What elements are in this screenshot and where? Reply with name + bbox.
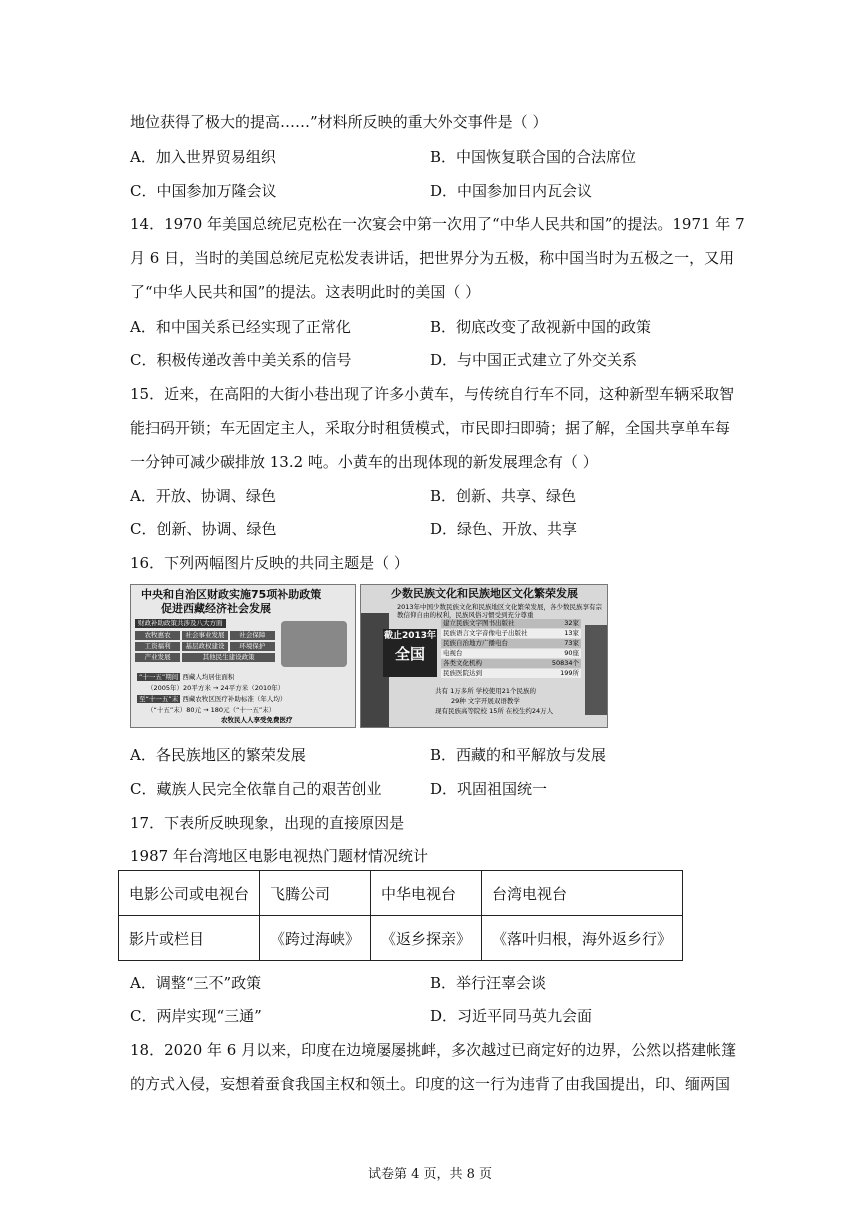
table-caption: 1987 年台湾地区电影电视热门题材情况统计 <box>130 847 428 865</box>
figure-intro: 2013年中国少数民族文化和民族地区文化繁荣发展，各少数民族享有宗教信仰自由的权利，民族风俗习惯受到充分尊重 <box>397 603 603 619</box>
stats-value: 199所 <box>560 669 579 677</box>
coins-illustration <box>281 621 347 667</box>
option-b: B．举行汪辜会谈 <box>430 974 547 992</box>
table-cell: 中华电视台 <box>371 871 482 916</box>
policy-cell: 工资福利 <box>135 642 180 651</box>
stats-row <box>441 649 581 658</box>
option-a: A．开放、协调、绿色 <box>130 487 276 505</box>
stats-value: 13家 <box>564 629 579 637</box>
question-15-line3: 一分钟可减少碳排放 13.2 吨。小黄车的出现体现的新发展理念有（ ） <box>130 453 598 471</box>
table-row <box>119 871 683 916</box>
figure-badge-line: 截止2013年 <box>383 631 437 641</box>
option-c: C．藏族人民完全依靠自己的艰苦创业 <box>130 780 382 798</box>
stats-label: 各类文化机构 <box>443 659 482 667</box>
question-14-line1: 14．1970 年美国总统尼克松在一次宴会中第一次用了“中华人民共和国”的提法。1971 年 7 <box>130 215 745 233</box>
figure-label: “十一五”期间 <box>139 673 179 681</box>
policy-cell: 农牧惠农 <box>135 631 180 640</box>
table-cell: 《跨过海峡》 <box>260 916 371 961</box>
page-footer: 试卷第 4 页，共 8 页 <box>367 1167 493 1182</box>
figure-text: （2005年）20平方米 → 24平方米（2010年） <box>147 684 285 692</box>
figure-label: 西藏农牧区医疗补助标准（年人均） <box>182 695 287 703</box>
policy-cell: 环境保护 <box>230 642 275 651</box>
option-a: A．加入世界贸易组织 <box>130 148 276 166</box>
figure-label: 西藏人均居住面积 <box>182 673 235 681</box>
figure-text <box>137 673 234 682</box>
option-d: D．绿色、开放、共享 <box>430 520 578 538</box>
figure-label: （2005年）20平方米 <box>147 684 211 692</box>
option-b: B．中国恢复联合国的合法席位 <box>430 148 637 166</box>
figure-label: （“十五”末）80元 <box>147 706 202 714</box>
question-18-line1: 18．2020 年 6 月以来，印度在边境屡屡挑衅，多次越过已商定好的边界，公然以搭建帐篷 <box>130 1041 737 1059</box>
option-a: A．调整“三不”政策 <box>130 974 262 992</box>
stats-row <box>441 629 581 638</box>
figure-label: 共有 1万多所 学校使用21个民族的 <box>435 687 537 695</box>
stats-list <box>441 619 581 679</box>
option-b: B．创新、共享、绿色 <box>430 487 577 505</box>
table-cell: 电影公司或电视台 <box>119 871 260 916</box>
figure-label: 至“十一五”末 <box>139 695 179 703</box>
stats-value: 32家 <box>564 619 579 627</box>
option-c: C．两岸实现“三通” <box>130 1007 262 1025</box>
data-table <box>118 870 683 961</box>
question-text: 地位获得了极大的提高……”材料所反映的重大外交事件是（ ） <box>130 113 548 131</box>
option-d: D．中国参加日内瓦会议 <box>430 182 593 200</box>
policy-cell: 社会保障 <box>230 631 275 640</box>
figure-text <box>137 695 286 704</box>
figure-label: 29种 文字开展双语教学 <box>451 697 520 705</box>
option-c: C．中国参加万隆会议 <box>130 182 277 200</box>
table-cell: 《落叶归根，海外返乡行》 <box>482 916 683 961</box>
table-cell: 飞腾公司 <box>260 871 371 916</box>
policy-cell: 社会事业发展 <box>182 631 227 640</box>
option-c: C．积极传递改善中美关系的信号 <box>130 351 352 369</box>
figure-badge-line: 全国 <box>394 645 425 663</box>
figure-text: （“十五”末）80元 → 180元（“十一五”末） <box>147 706 276 714</box>
figure-title: 少数民族文化和民族地区文化繁荣发展 <box>391 587 578 600</box>
question-15-line2: 能扫码开锁；车无固定主人，采取分时租赁模式，市民即扫即骑；据了解，全国共享单车每 <box>130 419 731 437</box>
question-14-line2: 月 6 日，当时的美国总统尼克松发表讲话，把世界分为五极，称中国当时为五极之一，又用 <box>130 249 735 267</box>
table-cell: 台湾电视台 <box>482 871 683 916</box>
question-18-line2: 的方式入侵，妄想着蚕食我国主权和领土。印度的这一行为违背了由我国提出，印、缅两国 <box>130 1075 731 1093</box>
table-cell: 影片或栏目 <box>119 916 260 961</box>
table-row <box>119 916 683 961</box>
figure-title: 中央和自治区财政实施75项补助政策 <box>141 588 322 601</box>
stats-label: 民族自治地方广播电台 <box>443 639 508 647</box>
option-d: D．习近平同马英九会面 <box>430 1007 593 1025</box>
table-cell: 《返乡探亲》 <box>371 916 482 961</box>
option-b: B．彻底改变了敌视新中国的政策 <box>430 318 652 336</box>
figure-badge <box>383 629 437 677</box>
policy-cell: 基层政权建设 <box>182 642 227 651</box>
stats-row <box>441 659 581 668</box>
option-a: A．和中国关系已经实现了正常化 <box>130 318 351 336</box>
option-a: A．各民族地区的繁荣发展 <box>130 746 306 764</box>
figure-title: 促进西藏经济社会发展 <box>161 602 271 615</box>
policy-cell: 其他民生建设政策 <box>182 653 275 662</box>
stats-value: 90座 <box>564 649 579 657</box>
stats-row <box>441 619 581 628</box>
option-c: C．创新、协调、绿色 <box>130 520 277 538</box>
figure-label: 180元（“十一五”末） <box>210 706 276 714</box>
figure-subtitle: 财政补助政策共涉及八大方面 <box>135 619 226 628</box>
stats-label: 建立民族文字图书出版社 <box>443 619 515 627</box>
option-d: D．巩固祖国统一 <box>430 780 548 798</box>
question-16-line1: 16．下列两幅图片反映的共同主题是（ ） <box>130 554 409 572</box>
figure-ethnic-culture <box>360 584 608 728</box>
stats-row <box>441 639 581 648</box>
question-17-line1: 17．下表所反映现象，出现的直接原因是 <box>130 814 405 832</box>
figure-label: 现有民族高等院校 15所 在校生约24万人 <box>435 707 554 715</box>
figure-tibet-subsidy <box>130 584 356 728</box>
figure-label: 农牧民人人享受免费医疗 <box>221 716 293 724</box>
option-b: B．西藏的和平解放与发展 <box>430 746 607 764</box>
stats-label: 电视台 <box>443 649 463 657</box>
policy-cell: 产业发展 <box>135 653 180 662</box>
question-14-line3: 了“中华人民共和国”的提法。这表明此时的美国（ ） <box>130 283 481 301</box>
stats-label: 民族医院达到 <box>443 669 482 677</box>
stats-label: 民族语言文字音像电子出版社 <box>443 629 528 637</box>
option-d: D．与中国正式建立了外交关系 <box>430 351 638 369</box>
figure-label: 24平方米（2010年） <box>220 684 285 692</box>
stats-row <box>441 669 581 678</box>
figure-instrument-illustration <box>585 625 607 715</box>
stats-value: 73家 <box>564 639 579 647</box>
stats-value: 50834个 <box>551 659 579 667</box>
policy-grid <box>135 631 275 662</box>
question-15-line1: 15．近来，在高阳的大街小巷出现了许多小黄车，与传统自行车不同，这种新型车辆采取智 <box>130 385 735 403</box>
